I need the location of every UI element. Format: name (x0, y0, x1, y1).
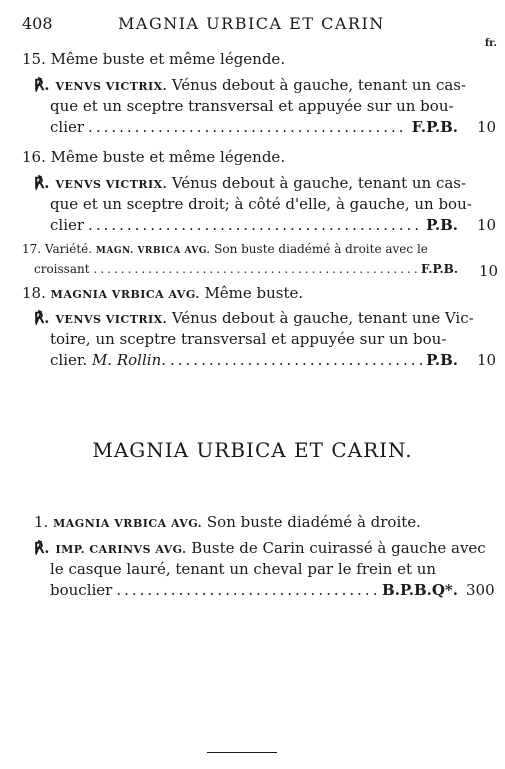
entry-15-obverse (22, 50, 285, 68)
obverse-text: Son buste diadémé à droite. (206, 513, 421, 531)
entry-15-reverse-line-1 (34, 76, 466, 94)
section-entry-1-reverse-line-3 (50, 581, 458, 599)
entry-18-reverse-line-1 (34, 309, 474, 327)
reverse-text: clier. (50, 351, 88, 369)
reverse-mark: ℟. (34, 174, 50, 192)
reverse-text: Buste de Carin cuirassé à gauche avec (191, 539, 486, 557)
obverse-text: Même buste et même légende. (50, 50, 286, 68)
entry-17-line-2 (34, 262, 458, 276)
variety-label: Variété. (44, 242, 93, 256)
reverse-legend: VENVS VICTRIX. (55, 178, 168, 191)
reverse-text: bouclier (50, 581, 113, 599)
currency-unit: fr. (484, 38, 497, 49)
running-title: MAGNIA URBICA ET CARIN (118, 14, 385, 33)
rarity: B.P.B.Q*. (382, 581, 458, 599)
entry-number: 16. (22, 148, 46, 166)
obverse-legend: MAGNIA VRBICA AVG. (53, 517, 203, 530)
price: 10 (477, 351, 497, 369)
page-number: 408 (22, 14, 53, 33)
obverse-text: Même buste et même légende. (50, 148, 286, 166)
entry-15-reverse-line-2: que et un sceptre transversal et appuyée sur un bou- (50, 97, 454, 115)
obverse-text: Même buste. (204, 284, 304, 302)
entry-17-line-1 (22, 242, 428, 256)
entry-18-reverse-line-2: toire, un sceptre transversal et appuyée sur un bou- (50, 330, 447, 348)
reverse-legend: VENVS VICTRIX. (55, 313, 168, 326)
entry-number: 15. (22, 50, 46, 68)
leader-dots (116, 581, 378, 599)
rarity: P.B. (426, 216, 458, 234)
entry-15-reverse-line-3 (50, 118, 458, 136)
leader-dots (88, 118, 408, 136)
entry-16-reverse-line-1 (34, 174, 466, 192)
entry-number: 17. (22, 242, 42, 256)
reverse-mark: ℟. (34, 539, 50, 557)
price: 10 (479, 262, 499, 280)
reverse-text: clier (50, 118, 85, 136)
rarity: F.P.B. (411, 118, 458, 136)
leader-dots (88, 216, 422, 234)
reverse-mark: ℟. (34, 76, 50, 94)
obverse-text: croissant (34, 262, 90, 276)
price: 300 (466, 581, 495, 599)
reverse-text: Vénus debout à gauche, tenant un cas- (171, 174, 467, 192)
reverse-legend: IMP. CARINVS AVG. (55, 543, 187, 556)
reverse-text: Vénus debout à gauche, tenant une Vic- (171, 309, 474, 327)
entry-16-reverse-line-2: que et un sceptre droit; à côté d'elle, à gauche, un bou- (50, 195, 472, 213)
price: 10 (477, 118, 497, 136)
entry-number: 1. (34, 513, 49, 531)
section-entry-1-reverse-line-1 (34, 539, 486, 557)
section-title: MAGNIA URBICA ET CARIN. (92, 438, 413, 462)
entry-16-reverse-line-3 (50, 216, 458, 234)
rarity: F.P.B. (420, 262, 458, 276)
entry-number: 18. (22, 284, 46, 302)
leader-dots (94, 262, 417, 276)
collector: M. Rollin. (91, 351, 166, 369)
obverse-legend: MAGN. VRBICA AVG. (95, 246, 211, 256)
section-entry-1-reverse-line-2: le casque lauré, tenant un cheval par le frein et un (50, 560, 437, 578)
obverse-text: Son buste diadémé à droite avec le (214, 242, 428, 256)
entry-16-obverse (22, 148, 285, 166)
reverse-text: Vénus debout à gauche, tenant un cas- (171, 76, 467, 94)
leader-dots (170, 351, 422, 369)
section-entry-1-obverse (34, 513, 421, 531)
entry-18-reverse-line-3 (50, 351, 458, 369)
reverse-legend: VENVS VICTRIX. (55, 80, 168, 93)
obverse-legend: MAGNIA VRBICA AVG. (50, 288, 200, 301)
footer-rule (207, 752, 277, 753)
reverse-mark: ℟. (34, 309, 50, 327)
entry-18-obverse (22, 284, 303, 302)
rarity: P.B. (426, 351, 458, 369)
price: 10 (477, 216, 497, 234)
reverse-text: clier (50, 216, 85, 234)
